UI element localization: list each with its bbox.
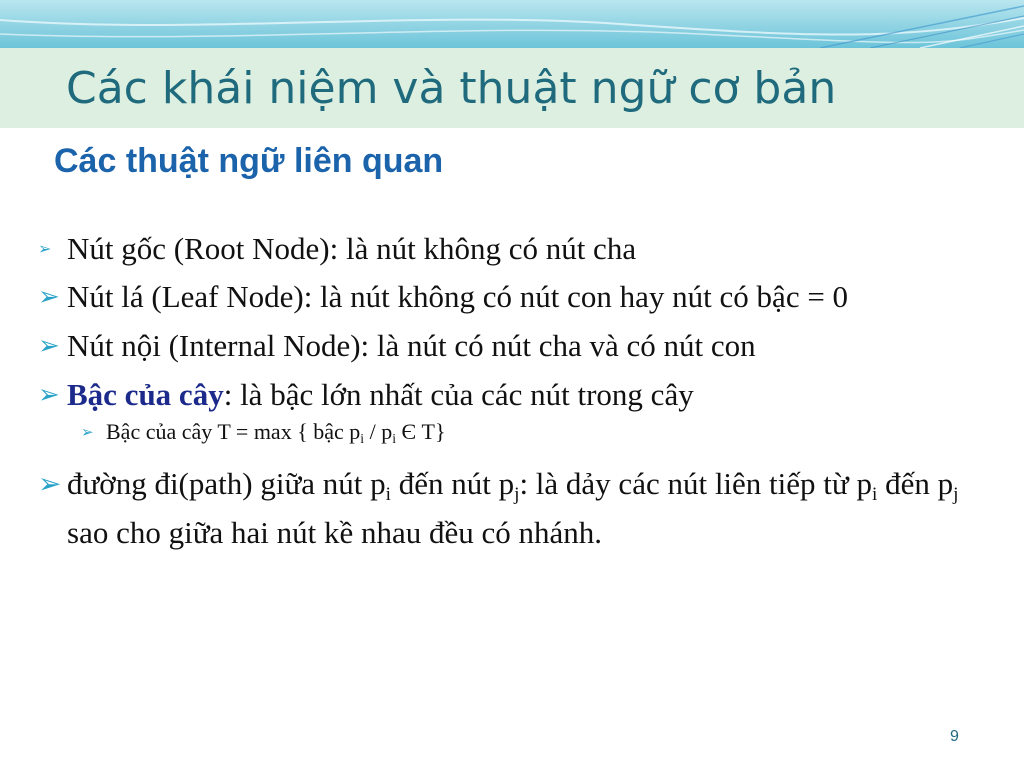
arrow-bullet-icon: ➢ xyxy=(38,239,52,258)
list-item xyxy=(38,327,998,365)
header-decoration xyxy=(0,0,1024,48)
wave-decoration-icon xyxy=(0,0,1024,48)
arrow-bullet-icon: ➢ xyxy=(38,380,60,410)
arrow-bullet-icon: ➢ xyxy=(38,331,60,361)
subscript: j xyxy=(953,483,959,505)
bullet-text-internal-node: Nút nội (Internal Node): là nút có nút cha và có nút con xyxy=(67,328,756,363)
page-number: 9 xyxy=(950,728,959,745)
subscript: i xyxy=(392,431,396,447)
subscript: i xyxy=(385,483,391,505)
bullet-list xyxy=(38,225,998,552)
subscript: j xyxy=(514,483,520,505)
bullet-text-root-node: Nút gốc (Root Node): là nút không có nút cha xyxy=(67,231,637,266)
sub-list-item xyxy=(81,417,998,454)
formula-part: Bậc của cây T = max { bậc p xyxy=(106,419,361,444)
bullet-text-leaf-node: Nút lá (Leaf Node): là nút không có nút con hay nút có bậc = 0 xyxy=(67,279,849,314)
bullet-text-tree-degree: : là bậc lớn nhất của các nút trong cây xyxy=(223,377,694,412)
bullet-text-path: sao cho giữa hai nút kề nhau đều có nhánh. xyxy=(67,514,603,550)
term-tree-degree: Bậc của cây xyxy=(67,377,224,412)
list-item xyxy=(38,376,998,414)
section-subtitle: Các thuật ngữ liên quan xyxy=(54,142,444,180)
bullet-text-path: đến nút p xyxy=(390,466,515,502)
formula-part: / p xyxy=(364,419,393,444)
subscript: i xyxy=(871,483,878,505)
page-title: Các khái niệm và thuật ngữ cơ bản xyxy=(66,63,837,114)
bullet-text-path: đường đi(path) giữa nút p xyxy=(67,466,386,502)
list-item xyxy=(38,278,998,316)
arrow-bullet-icon: ➢ xyxy=(38,467,62,501)
subscript: i xyxy=(360,431,365,447)
bullet-text-path: : là dảy các nút liên tiếp từ p xyxy=(519,466,872,502)
arrow-bullet-icon: ➢ xyxy=(81,423,94,441)
bullet-text-path: đến p xyxy=(877,466,954,502)
formula-part: Є T} xyxy=(396,419,446,444)
arrow-bullet-icon: ➢ xyxy=(38,282,60,312)
list-item xyxy=(38,230,998,268)
list-item xyxy=(38,465,998,552)
